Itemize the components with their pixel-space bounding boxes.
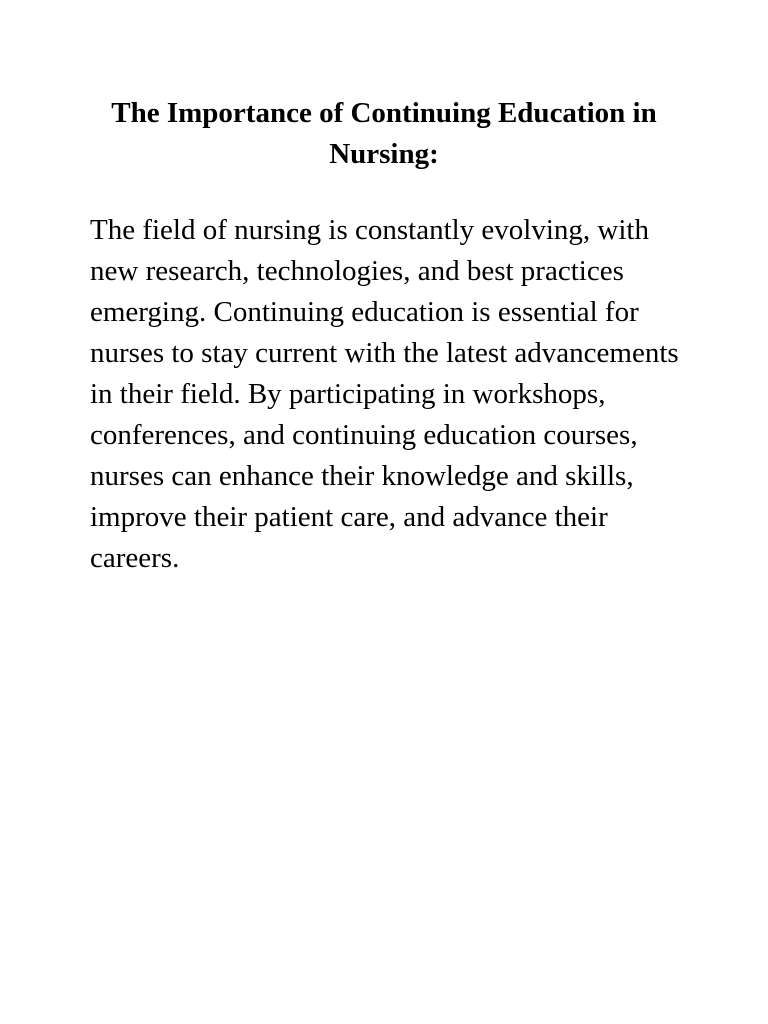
document-title: The Importance of Continuing Education in Nursing: (111, 97, 657, 170)
body-paragraph: The field of nursing is constantly evolving, with new research, technologies, and best practices emerging. Continuing education is essential for nurses to stay current with the latest advancements in their field. By participating in workshops, conferences, and continuing education courses, nurses can enhance their knowledge and skills, improve their patient care, and advance their careers. (90, 214, 679, 574)
